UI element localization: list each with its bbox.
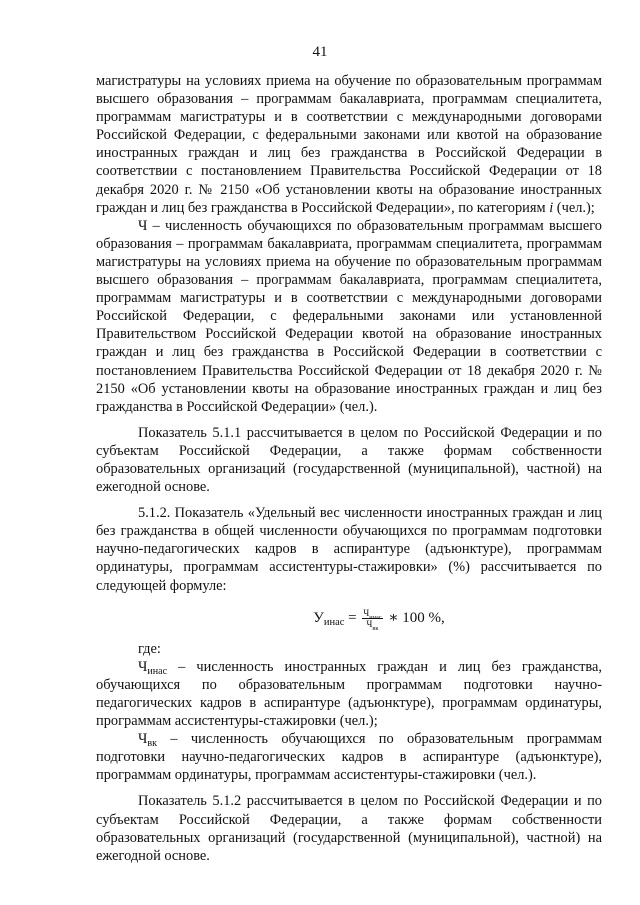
definition-subscript: вк <box>147 738 158 750</box>
paragraph-indicator-5-1-1: Показатель 5.1.1 рассчитывается в целом по Российской Федерации и по субъектам Российской Федерации, а также формам собственности образовательных организаций (государственной (муниципальной), частной) на ежегодной основе. <box>96 424 602 496</box>
formula-denominator-subscript: вк <box>372 624 379 632</box>
definition-subscript: инас <box>147 665 168 677</box>
formula-denominator-symbol: Ч <box>366 618 373 629</box>
paragraph-continuation <box>96 72 602 217</box>
definition-text: – численность иностранных граждан и лиц без гражданства, обучающихся по образовательным программам подготовки научно-педагогических кадров в аспирантуре (адъюнктуре), программам ординатуры, программам ассистентуры-стажировки (чел.); <box>96 658 602 730</box>
page-number: 41 <box>312 44 328 60</box>
formula-numerator <box>362 608 382 619</box>
formula-lhs-subscript: инас <box>323 616 345 628</box>
formula-numerator-subscript: инас <box>369 613 382 621</box>
paragraph-indicator-5-1-2-scope: Показатель 5.1.2 рассчитывается в целом по Российской Федерации и по субъектам Российской Федерации, а также формам собственности образовательных организаций (государственной (муниципальной), частной) на ежегодной основе. <box>96 793 602 864</box>
paragraph-text: магистратуры на условиях приема на обучение по образовательным программам высшего образования – программам бакалавриата, программам специалитета, программам магистратуры и в соответствии с международными договорами Российской Федерации, с федеральными законами или квотой на образование иностранных граждан и лиц без гражданства в Российской Федерации в соответствии с постановлением Правительства Российской Федерации от 18 декабря 2020 г. № 2150 «Об установлении квоты на образование иностранных граждан и лиц без гражданства в Российской Федерации», по категориям <box>96 73 602 216</box>
paragraph-text-tail: (чел.); <box>553 199 595 216</box>
paragraph-definition-ch: Ч – численность обучающихся по образовательным программам высшего образования – программам бакалавриата, программам специалитета, программам магистратуры на условиях приема на обучение по образовательным программам высшего образования – программам бакалавриата, программам специалитета, программам магистратуры и в соответствии с международными договорами Российской Федерации, с федеральными законами или установленной Правительством Российской Федерации квотой на образование иностранных граждан и лиц без гражданства в Российской Федерации в соответствии с постановлением Правительства Российской Федерации от 18 декабря 2020 г. № 2150 «Об установлении квоты на образование иностранных граждан и лиц без гражданства в Российской Федерации» (чел.). <box>96 217 602 415</box>
category-variable: i <box>549 199 554 216</box>
formula-lhs <box>313 610 344 626</box>
definition-text: – численность обучающихся по образовательным программам подготовки научно-педагогических кадров в аспирантуре (адъюнктуре), программам ординатуры, программам ассистентуры-стажировки (чел.). <box>96 731 602 784</box>
where-label: где: <box>138 640 161 657</box>
formula-equals: = <box>344 609 361 626</box>
definition-symbol: Ч <box>138 658 148 675</box>
definition-symbol: Ч <box>138 731 148 748</box>
definition-ch-inas <box>96 658 602 730</box>
paragraph-indicator-5-1-2: 5.1.2. Показатель «Удельный вес численности иностранных граждан и лиц без гражданства в общей численности обучающихся по программам подготовки научно-педагогических кадров в аспирантуре (адъюнктуре), программам ординатуры, программам ассистентуры-стажировки» (%) рассчитывается по следующей формуле: <box>96 505 602 594</box>
definition-ch-vk <box>96 730 602 784</box>
formula-lhs-symbol: У <box>313 609 324 626</box>
formula-numerator-symbol: Ч <box>363 607 370 618</box>
formula <box>96 607 602 632</box>
formula-fraction <box>362 607 382 632</box>
formula-tail: ∗ 100 %, <box>384 609 445 626</box>
document-body <box>96 72 602 865</box>
